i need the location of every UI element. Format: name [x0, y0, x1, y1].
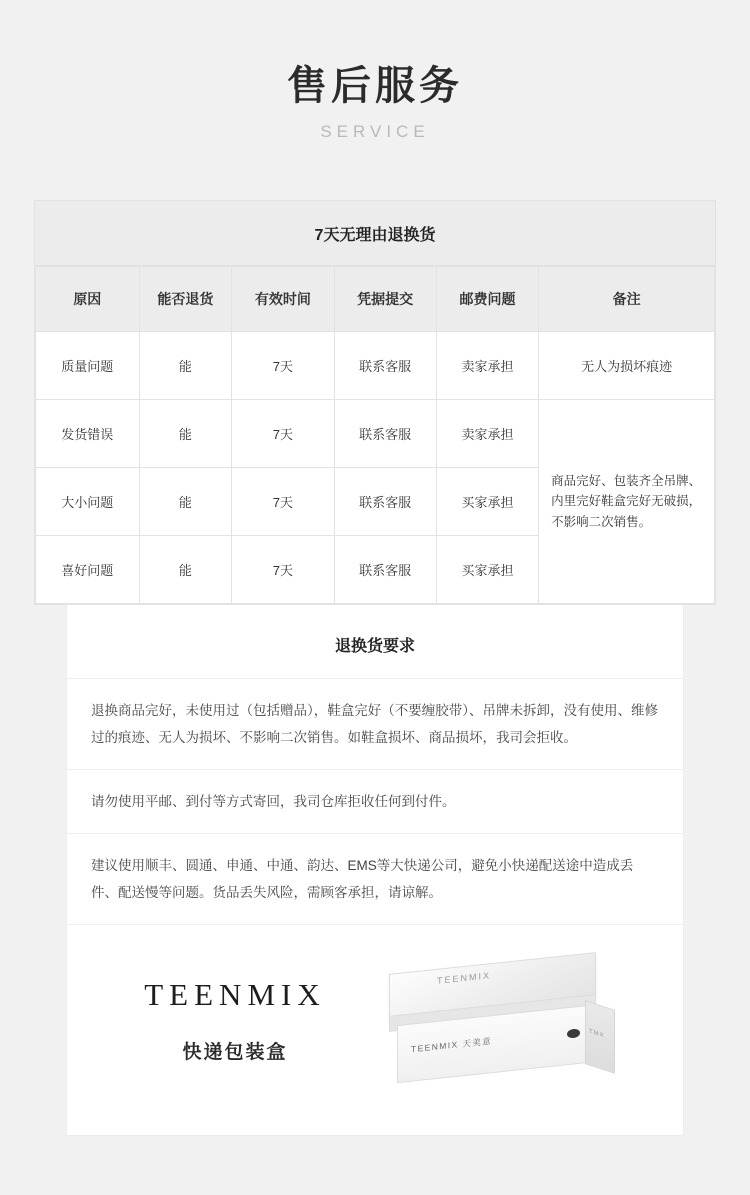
cell-shipping: 卖家承担	[436, 332, 538, 400]
box-side-label: TMX	[589, 1028, 605, 1040]
cell-evidence: 联系客服	[334, 400, 436, 468]
shoe-box-illustration	[371, 953, 631, 1103]
cell-evidence: 联系客服	[334, 536, 436, 604]
cell-reason: 发货错误	[36, 400, 140, 468]
table-row	[36, 332, 715, 400]
table-header-row	[36, 267, 715, 332]
column-header-reason: 原因	[36, 267, 140, 332]
cell-evidence: 联系客服	[334, 332, 436, 400]
cell-valid-time: 7天	[232, 536, 334, 604]
cell-reason: 大小问题	[36, 468, 140, 536]
brand-caption: 快递包装盒	[182, 1042, 288, 1063]
column-header-valid-time: 有效时间	[232, 267, 334, 332]
cell-returnable: 能	[139, 536, 232, 604]
page-subtitle: SERVICE	[320, 122, 430, 141]
cell-valid-time: 7天	[232, 468, 334, 536]
brand-packaging-block	[66, 924, 684, 1136]
brand-name: TEENMIX	[144, 977, 326, 1012]
page-header	[0, 0, 750, 142]
cell-evidence: 联系客服	[334, 468, 436, 536]
column-header-note: 备注	[539, 267, 715, 332]
brand-text-group	[125, 977, 345, 1064]
requirement-paragraph-1: 退换商品完好，未使用过（包括赠品），鞋盒完好（不要缠胶带）、吊牌未拆卸，没有使用、维修过的痕迹、无人为损坏、不影响二次销售。如鞋盒损坏、商品损坏，我司会拒收。	[67, 678, 683, 769]
cell-valid-time: 7天	[232, 332, 334, 400]
cell-shipping: 卖家承担	[436, 400, 538, 468]
cell-returnable: 能	[139, 400, 232, 468]
cell-returnable: 能	[139, 468, 232, 536]
table-row	[36, 400, 715, 468]
box-front-label: TEENMIX 天美意	[411, 1035, 493, 1055]
requirement-paragraph-3: 建议使用顺丰、圆通、申通、中通、韵达、EMS等大快递公司，避免小快递配送途中造成丢件、配送慢等问题。货品丢失风险，需顾客承担，请谅解。	[67, 833, 683, 924]
cell-reason: 质量问题	[36, 332, 140, 400]
cell-shipping: 买家承担	[436, 536, 538, 604]
requirements-title: 退换货要求	[334, 638, 415, 655]
page-title: 售后服务	[287, 64, 463, 108]
policy-card-heading: 7天无理由退换货	[35, 201, 715, 266]
policy-card	[34, 200, 716, 605]
box-top-label: TEENMIX	[437, 970, 492, 986]
column-header-evidence: 凭据提交	[334, 267, 436, 332]
cell-reason: 喜好问题	[36, 536, 140, 604]
cell-note-first: 无人为损坏痕迹	[539, 332, 715, 400]
policy-table	[35, 266, 715, 604]
cell-shipping: 买家承担	[436, 468, 538, 536]
column-header-returnable: 能否退货	[139, 267, 232, 332]
requirement-paragraph-2: 请勿使用平邮、到付等方式寄回，我司仓库拒收任何到付件。	[67, 769, 683, 833]
cell-valid-time: 7天	[232, 400, 334, 468]
return-requirements	[66, 605, 684, 924]
column-header-shipping: 邮费问题	[436, 267, 538, 332]
cell-returnable: 能	[139, 332, 232, 400]
cell-note-merged: 商品完好、包装齐全吊牌、内里完好鞋盒完好无破损，不影响二次销售。	[539, 400, 715, 604]
